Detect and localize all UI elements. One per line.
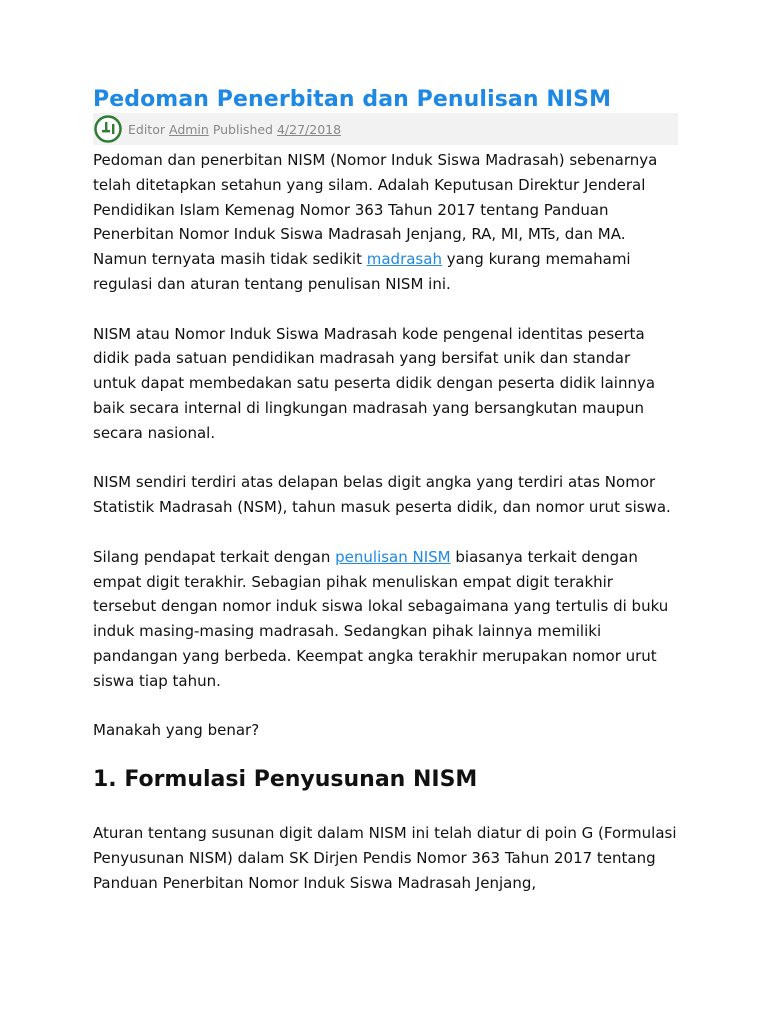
section-heading-formulasi: 1. Formulasi Penyusunan NISM (93, 767, 478, 793)
published-label: Published (212, 121, 273, 137)
penulisan-nism-link[interactable]: penulisan NISM (335, 547, 451, 566)
article (93, 86, 678, 896)
article-meta-bar (93, 113, 678, 145)
paragraph-1-text-b: yang kurang memahami regulasi dan aturan tentang penulisan NISM ini. (93, 250, 631, 293)
paragraph-4-text-b: biasanya terkait dengan empat digit terakhir. Sebagian pihak menuliskan empat digit terakhir tersebut dengan nomor induk siswa lokal sebagaimana yang tertulis di buku induk masing-masing madrasah. Sedangkan pihak lainnya memiliki pandangan yang berbeda. Keempat angka terakhir merupakan nomor urut siswa tiap tahun. (93, 547, 669, 690)
section-1-paragraph-1: Aturan tentang susunan digit dalam NISM ini telah diatur di poin G (Formulasi Penyusunan NISM) dalam SK Dirjen Pendis Nomor 363 Tahun 2017 tentang Panduan Penerbitan Nomor Induk Siswa Madrasah Jenjang, (93, 824, 677, 892)
author-link[interactable]: Admin (168, 121, 209, 137)
published-date-link[interactable]: 4/27/2018 (276, 121, 342, 137)
paragraph-1-text-a: Pedoman dan penerbitan NISM (Nomor Induk Siswa Madrasah) sebenarnya telah ditetapkan setahun yang silam. Adalah Keputusan Direktur Jenderal Pendidikan Islam Kemenag Nomor 363 Tahun 2017 tentang Panduan Penerbitan Nomor Induk Siswa Madrasah Jenjang, RA, MI, MTs, dan MA. Namun ternyata masih tidak sedikit (93, 151, 658, 269)
author-avatar-icon[interactable] (94, 115, 122, 143)
paragraph-4 (93, 545, 678, 694)
madrasah-link[interactable]: madrasah (366, 250, 442, 269)
paragraph-3: NISM sendiri terdiri atas delapan belas digit angka yang terdiri atas Nomor Statistik Madrasah (NSM), tahun masuk peserta didik, dan nomor urut siswa. (93, 473, 671, 517)
article-title: Pedoman Penerbitan dan Penulisan NISM (93, 87, 612, 112)
editor-label: Editor (128, 121, 165, 137)
paragraph-5: Manakah yang benar? (93, 721, 260, 740)
paragraph-4-text-a: Silang pendapat terkait dengan (93, 547, 336, 566)
paragraph-2: NISM atau Nomor Induk Siswa Madrasah kode pengenal identitas peserta didik pada satuan pendidikan madrasah yang bersifat unik dan standar untuk dapat membedakan satu peserta didik dengan peserta didik lainnya baik secara internal di lingkungan madrasah yang bersangkutan maupun secara nasional. (93, 324, 656, 442)
paragraph-1 (93, 148, 678, 297)
